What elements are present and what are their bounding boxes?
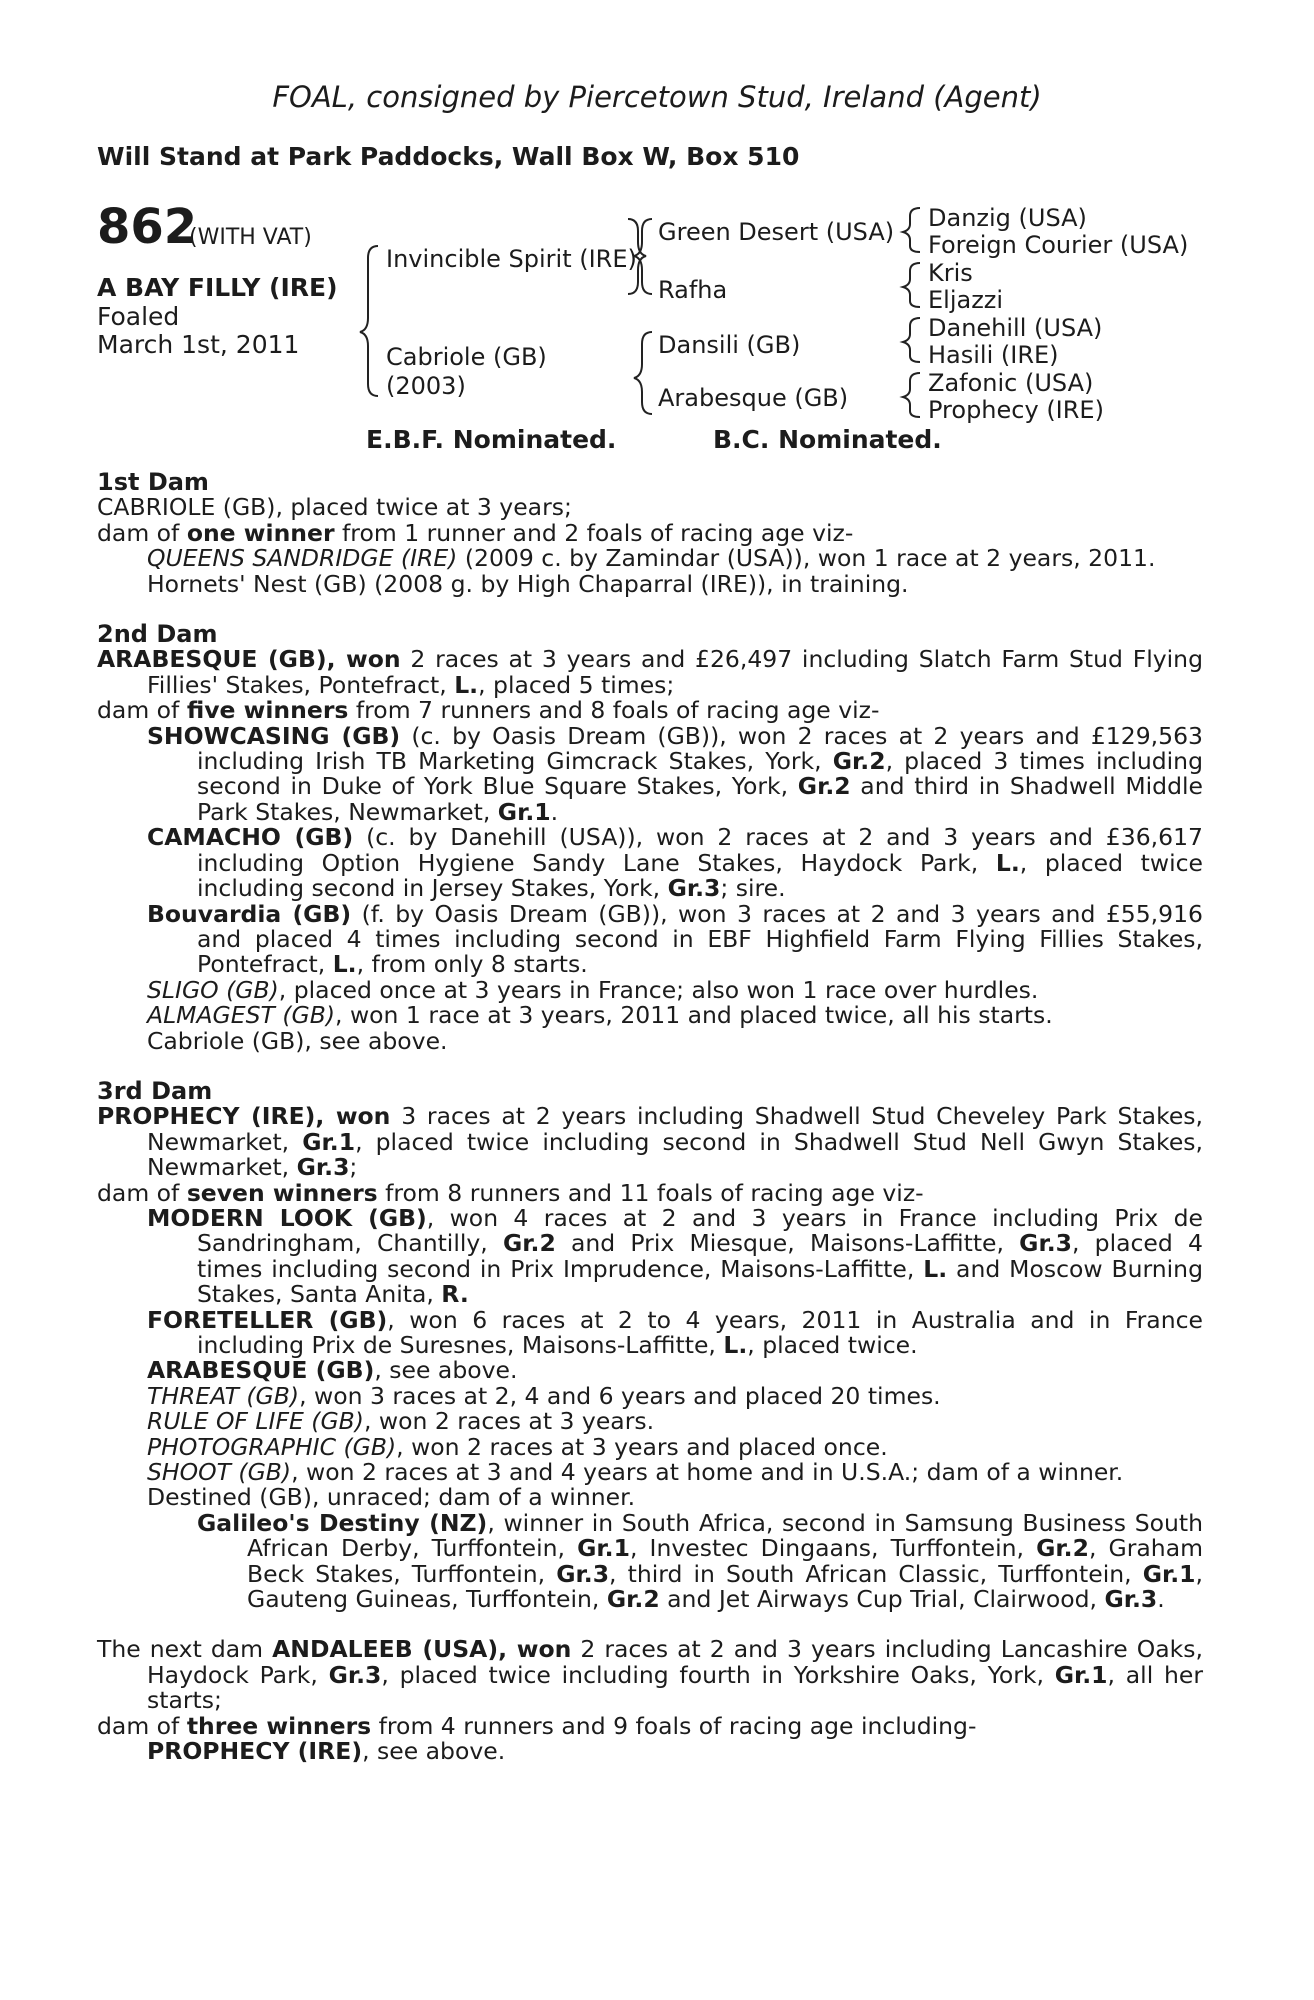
produce-entry: Destined (GB), unraced; dam of a winner. [147, 1483, 636, 1512]
foaled-date: March 1st, 2011 [97, 330, 300, 359]
pedigree-dam: Cabriole (GB) [386, 343, 547, 371]
produce-entry: PROPHECY (IRE), see above. [147, 1737, 506, 1766]
lot-number: 862 [97, 199, 198, 255]
pedigree-gg-7: Zafonic (USA) [928, 369, 1094, 397]
grand-produce-entry: Galileo's Destiny (NZ), winner in South Africa, second in Samsung Business South African Derby, Turffontein, Gr.1, Investec Dingaans, Turffontein, Gr.2, Graham Beck Stakes, Turffontein, Gr.3, third in South African Classic, Turffontein, Gr.1, Gauteng Guineas, Turffontein, Gr.2 and Jet Airways Cup Trial, Clairwood, Gr.3. [197, 1508, 1204, 1614]
pedigree-gg-4: Eljazzi [928, 286, 1004, 314]
consignor-title: FOAL, consigned by Piercetown Stud, Ireland (Agent) [272, 80, 1042, 114]
pedigree-dam-dam: Arabesque (GB) [658, 384, 849, 412]
produce-entry: RULE OF LIFE (GB), won 2 races at 3 years. [147, 1407, 655, 1436]
second-dam-produce: dam of five winners from 7 runners and 8 foals of racing age viz- [97, 696, 880, 725]
third-dam-heading: 3rd Dam [97, 1076, 213, 1105]
pedigree-gg-5: Danehill (USA) [928, 314, 1103, 342]
second-dam-line: ARABESQUE (GB), won 2 races at 3 years and £26,497 including Slatch Farm Stud Flying Fillies' Stakes, Pontefract, L., placed 5 times; [97, 645, 1203, 699]
brace-gg4 [903, 373, 920, 417]
second-dam-heading: 2nd Dam [97, 620, 218, 649]
third-dam-line: PROPHECY (IRE), won 3 races at 2 years including Shadwell Stud Cheveley Park Stakes, Newmarket, Gr.1, placed twice including second in Shadwell Stud Nell Gwyn Stakes, Newmarket, Gr.3; [97, 1102, 1204, 1182]
pedigree-dam-sire: Dansili (GB) [658, 331, 801, 359]
pedigree-gg-6: Hasili (IRE) [928, 341, 1059, 369]
produce-entry: THREAT (GB), won 3 races at 2, 4 and 6 years and placed 20 times. [147, 1381, 941, 1410]
foaled-label: Foaled [97, 302, 180, 331]
produce-entry: Bouvardia (GB) (f. by Oasis Dream (GB)), won 3 races at 2 and 3 years and £55,916 and placed 4 times including second in EBF Highfield Farm Flying Fillies Stakes, Pontefract, L., from only 8 starts. [147, 899, 1203, 979]
pedigree-sire-dam: Rafha [658, 276, 728, 304]
brace-gg2 [903, 263, 920, 307]
third-dam-produce: dam of seven winners from 8 runners and 11 foals of racing age viz- [97, 1178, 924, 1207]
next-dam-line: The next dam ANDALEEB (USA), won 2 races at 2 and 3 years including Lancashire Oaks, Haydock Park, Gr.3, placed twice including fourth in Yorkshire Oaks, York, Gr.1, all her starts; [97, 1635, 1204, 1715]
brace-main [360, 246, 378, 396]
produce-entry: MODERN LOOK (GB), won 4 races at 2 and 3 years in France including Prix de Sandringham, Chantilly, Gr.2 and Prix Miesque, Maisons-Laffitte, Gr.3, placed 4 times including second in Prix Imprudence, Maisons-Laffitte, L. and Moscow Burning Stakes, Santa Anita, R. [147, 1203, 1204, 1309]
first-dam-heading: 1st Dam [97, 468, 209, 496]
pedigree-sire-sire: Green Desert (USA) [658, 218, 895, 246]
produce-entry: FORETELLER (GB), won 6 races at 2 to 4 years, 2011 in Australia and in France including Prix de Suresnes, Maisons-Laffitte, L., placed twice. [147, 1305, 1203, 1359]
pedigree-braces [0, 0, 1314, 450]
pedigree-dam-year: (2003) [386, 372, 466, 400]
pedigree-gg-8: Prophecy (IRE) [928, 396, 1104, 424]
pedigree-gg-1: Danzig (USA) [928, 204, 1087, 232]
lot-description: A BAY FILLY (IRE) [97, 273, 338, 302]
stand-location: Will Stand at Park Paddocks, Wall Box W, Box 510 [97, 142, 800, 171]
produce-entry: ARABESQUE (GB), see above. [147, 1356, 518, 1385]
produce-entry: Cabriole (GB), see above. [147, 1026, 448, 1055]
produce-entry: PHOTOGRAPHIC (GB), won 2 races at 3 years and placed once. [147, 1432, 888, 1461]
dam-line-content [97, 470, 1203, 1765]
brace-gg1 [903, 208, 920, 252]
first-dam-produce: dam of one winner from 1 runner and 2 foals of racing age viz- [97, 518, 854, 547]
produce-entry: SLIGO (GB), placed once at 3 years in France; also won 1 race over hurdles. [147, 975, 1039, 1004]
first-dam-line: CABRIOLE (GB), placed twice at 3 years; [97, 493, 572, 522]
next-dam-produce: dam of three winners from 4 runners and 9 foals of racing age including- [97, 1711, 977, 1740]
produce-entry: ALMAGEST (GB), won 1 race at 3 years, 2011 and placed twice, all his starts. [147, 1001, 1053, 1030]
produce-entry: Hornets' Nest (GB) (2008 g. by High Chaparral (IRE)), in training. [147, 569, 909, 598]
pedigree-gg-3: Kris [928, 259, 973, 287]
vat-label: (WITH VAT) [189, 225, 312, 250]
brace-dam [634, 332, 652, 414]
produce-entry: QUEENS SANDRIDGE (IRE) (2009 c. by Zamindar (USA)), won 1 race at 2 years, 2011. [147, 544, 1156, 573]
produce-entry: SHOOT (GB), won 2 races at 3 and 4 years at home and in U.S.A.; dam of a winner. [147, 1458, 1124, 1487]
ebf-nominated: E.B.F. Nominated. [366, 425, 617, 454]
pedigree-sire: Invincible Spirit (IRE) [386, 245, 637, 273]
pedigree-gg-2: Foreign Courier (USA) [928, 231, 1189, 259]
produce-entry: CAMACHO (GB) (c. by Danehill (USA)), won 2 races at 2 and 3 years and £36,617 including Option Hygiene Sandy Lane Stakes, Haydock Park, L., placed twice including second in Jersey Stakes, York, Gr.3; sire. [147, 823, 1203, 903]
brace-gg3 [903, 318, 920, 362]
bc-nominated: B.C. Nominated. [713, 425, 942, 454]
produce-entry: SHOWCASING (GB) (c. by Oasis Dream (GB)), won 2 races at 2 years and £129,563 including Irish TB Marketing Gimcrack Stakes, York, Gr.2, placed 3 times including second in Duke of York Blue Square Stakes, York, Gr.2 and third in Shadwell Middle Park Stakes, Newmarket, Gr.1. [147, 721, 1204, 826]
